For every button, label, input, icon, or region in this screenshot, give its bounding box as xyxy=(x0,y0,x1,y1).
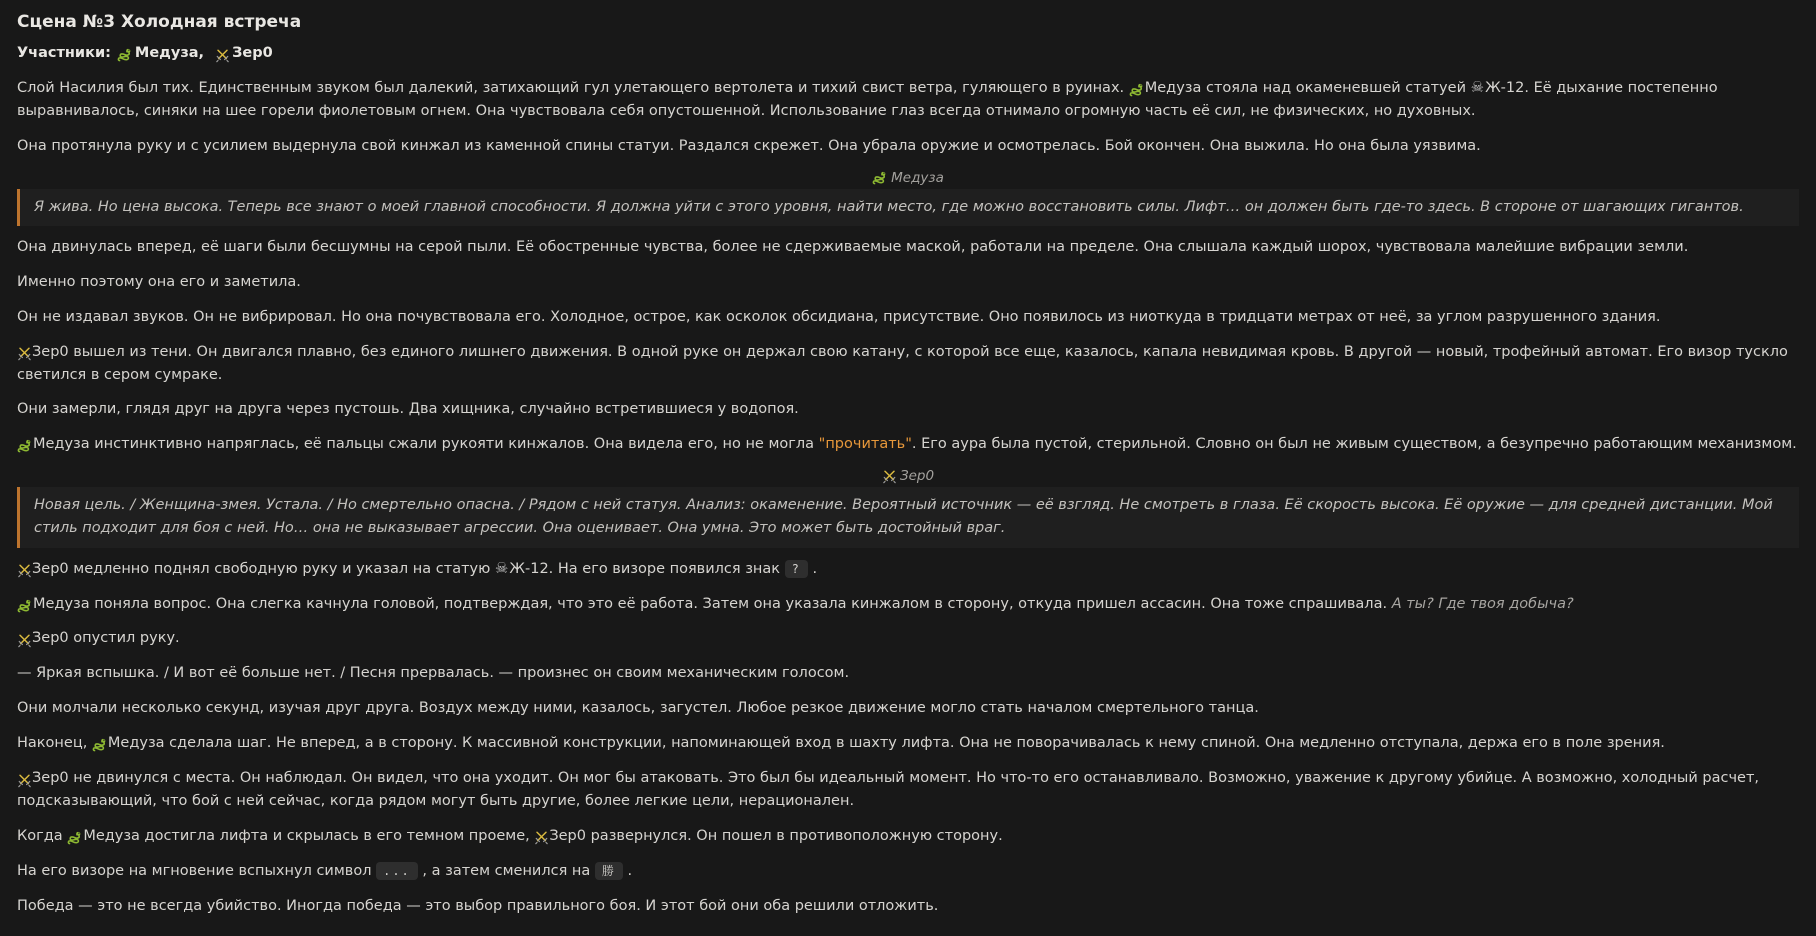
paragraph-text: Зер0 развернулся. Он пошел в противоположную сторону. xyxy=(549,827,1003,844)
speaker-name: Медуза xyxy=(891,169,944,186)
paragraph-text: Они замерли, глядя друг на друга через пустошь. Два хищника, случайно встретившиеся у водопоя. xyxy=(17,401,799,418)
paragraph-text: Зер0 не двинулся с места. Он наблюдал. Он видел, что она уходит. Он мог бы атаковать. Это был бы идеальный момент. Но что-то его останавливало. Возможно, уважение к другому убийце. А возможно, холодный расчет, подсказывающий, что бой с ней сейчас, когда рядом могут быть другие, более легкие цели, нерационален. xyxy=(17,770,1759,809)
paragraph-text: Ж-12. Её дыхание постепенно выравнивалось, синяки на шее горели фиолетовым огнем. Она чувствовала себя опустошенной. Использование глаз всегда отнимало огромную часть её сил, не физических, но духовных. xyxy=(17,80,1718,119)
crossed-swords-icon xyxy=(17,346,32,361)
scene-content xyxy=(17,77,1799,918)
quote-block xyxy=(17,189,1799,226)
paragraph xyxy=(17,825,1799,848)
speaker-heading xyxy=(17,468,1799,484)
paragraph-text: . Его аура была пустой, стерильной. Словно он был не живым существом, а безупречно работающим механизмом. xyxy=(911,436,1797,453)
paragraph xyxy=(17,732,1799,755)
paragraph-text: — Яркая вспышка. / И вот её больше нет. / Песня прервалась. — произнес он своим механическим голосом. xyxy=(17,665,850,682)
paragraph-text: . xyxy=(622,862,633,879)
paragraph xyxy=(17,271,1799,294)
inline-code-badge: 勝 xyxy=(595,862,623,880)
paragraph xyxy=(17,77,1799,123)
snake-icon xyxy=(92,737,108,753)
paragraph-text: Зер0 вышел из тени. Он двигался плавно, без единого лишнего движения. В одной руке он держал свою катану, с которой все еще, казалось, капала невидимая кровь. В другой — новый, трофейный автомат. Его визор тускло светился в сером сумраке. xyxy=(17,343,1788,383)
participant-separator: , xyxy=(198,45,210,61)
paragraph-text: Медуза стояла над окаменевшей статуей xyxy=(1144,80,1471,96)
scene-title: Сцена №3 Холодная встреча xyxy=(17,12,302,32)
paragraph-text: Медуза сделала шаг. Не вперед, а в сторону. К массивной конструкции, напоминающей вход в шахту лифта. Она не поворачивалась к нему спиной. Она медленно отступала, держа его в поле зрения. xyxy=(107,735,1665,752)
emphasis-text: А ты? Где твоя добыча? xyxy=(1391,595,1574,612)
speaker-name: Зер0 xyxy=(899,468,935,485)
paragraph xyxy=(17,236,1799,259)
paragraph xyxy=(17,895,1799,918)
crossed-swords-icon xyxy=(17,633,32,648)
inline-code-badge: ... xyxy=(376,862,418,880)
paragraph-text: Он не издавал звуков. Он не вибрировал. Но она почувствовала его. Холодное, острое, как осколок обсидиана, присутствие. Оно появилось из ниоткуда в тридцати метрах от неё, за углом разрушенного здания. xyxy=(17,308,1661,325)
inline-code-badge: ? xyxy=(785,560,808,578)
snake-icon xyxy=(17,438,33,454)
snake-icon xyxy=(67,830,83,846)
paragraph xyxy=(17,558,1799,581)
paragraph xyxy=(17,398,1799,421)
participant-name: Медуза xyxy=(134,45,199,61)
paragraph-text: Победа — это не всегда убийство. Иногда победа — это выбор правильного боя. И этот бой они оба решили отложить. xyxy=(17,897,939,914)
paragraph xyxy=(17,433,1799,456)
participants-label: Участники: xyxy=(17,45,111,61)
crossed-swords-icon xyxy=(215,48,230,63)
accent-text: "прочитать" xyxy=(818,436,912,453)
paragraph-text: Когда xyxy=(17,827,68,844)
paragraph-text: Медуза поняла вопрос. Она слегка качнула головой, подтверждая, что это её работа. Затем она указала кинжалом в сторону, откуда пришел ассасин. Она тоже спрашивала. xyxy=(33,595,1392,612)
crossed-swords-icon xyxy=(17,773,32,788)
paragraph xyxy=(17,662,1799,685)
paragraph-text: Зер0 медленно поднял свободную руку и указал на статую xyxy=(32,560,495,577)
paragraph-text: Ж-12. На его визоре появился знак xyxy=(509,560,785,577)
snake-icon xyxy=(117,47,133,63)
paragraph xyxy=(17,306,1799,329)
paragraph-text: , а затем сменился на xyxy=(417,862,595,879)
crossed-swords-icon xyxy=(534,830,549,845)
quote-block xyxy=(17,487,1799,547)
snake-icon xyxy=(17,598,33,614)
quote-text: Новая цель. / Женщина-змея. Устала. / Но смертельно опасна. / Рядом с ней статуя. Анализ: окаменение. Вероятный источник — её взгляд. Не смотреть в глаза. Её скорость высока. Её оружие — для средней дистанции. Мой стиль подходит для боя с ней. Но… она не выказывает агрессии. Она оценивает. Она умна. Это может быть достойный враг. xyxy=(34,497,1773,537)
participant-name: Зер0 xyxy=(232,45,273,61)
paragraph xyxy=(17,341,1799,387)
paragraph xyxy=(17,627,1799,650)
quote-text: Я жива. Но цена высока. Теперь все знают о моей главной способности. Я должна уйти с этого уровня, найти место, где можно восстановить силы. Лифт… он должен быть где-то здесь. В стороне от шагающих гигантов. xyxy=(34,198,1744,215)
paragraph-text: Зер0 опустил руку. xyxy=(32,630,180,647)
paragraph xyxy=(17,860,1799,883)
skull-crossbones-icon: ☠ xyxy=(494,558,509,577)
paragraph-text: Слой Насилия был тих. Единственным звуком был далекий, затихающий гул улетающего вертолета и тихий свист ветра, гуляющего в руинах. xyxy=(17,80,1129,96)
paragraph xyxy=(17,697,1799,720)
paragraph-text: Они молчали несколько секунд, изучая друг друга. Воздух между ними, казалось, загустел. Любое резкое движение могло стать началом смертельного танца. xyxy=(17,700,1259,717)
paragraph-text: Она двинулась вперед, её шаги были бесшумны на серой пыли. Её обостренные чувства, более не сдерживаемые маской, работали на пределе. Она слышала каждый шорох, чувствовала малейшие вибрации земли. xyxy=(17,238,1689,255)
paragraph-text: . xyxy=(807,560,818,577)
paragraph-text: Именно поэтому она его и заметила. xyxy=(17,273,301,290)
paragraph-text: Медуза инстинктивно напряглась, её пальцы сжали рукояти кинжалов. Она видела его, но не могла xyxy=(33,436,819,453)
paragraph xyxy=(17,767,1799,813)
crossed-swords-icon xyxy=(17,563,32,578)
paragraph-text: Медуза достигла лифта и скрылась в его темном проеме, xyxy=(83,827,535,844)
paragraph-text: Она протянула руку и с усилием выдернула свой кинжал из каменной спины статуи. Раздался скрежет. Она убрала оружие и осмотрелась. Бой окончен. Она выжила. Но она была уязвима. xyxy=(17,137,1481,154)
snake-icon xyxy=(1129,82,1145,98)
paragraph-text: На его визоре на мгновение вспыхнул символ xyxy=(17,862,377,879)
crossed-swords-icon xyxy=(882,469,897,484)
paragraph-text: Наконец, xyxy=(17,735,92,752)
skull-crossbones-icon: ☠ xyxy=(1470,78,1485,96)
speaker-heading xyxy=(17,170,1799,186)
snake-icon xyxy=(872,170,888,186)
paragraph xyxy=(17,593,1799,616)
paragraph xyxy=(17,135,1799,158)
participants-line xyxy=(17,45,1799,63)
